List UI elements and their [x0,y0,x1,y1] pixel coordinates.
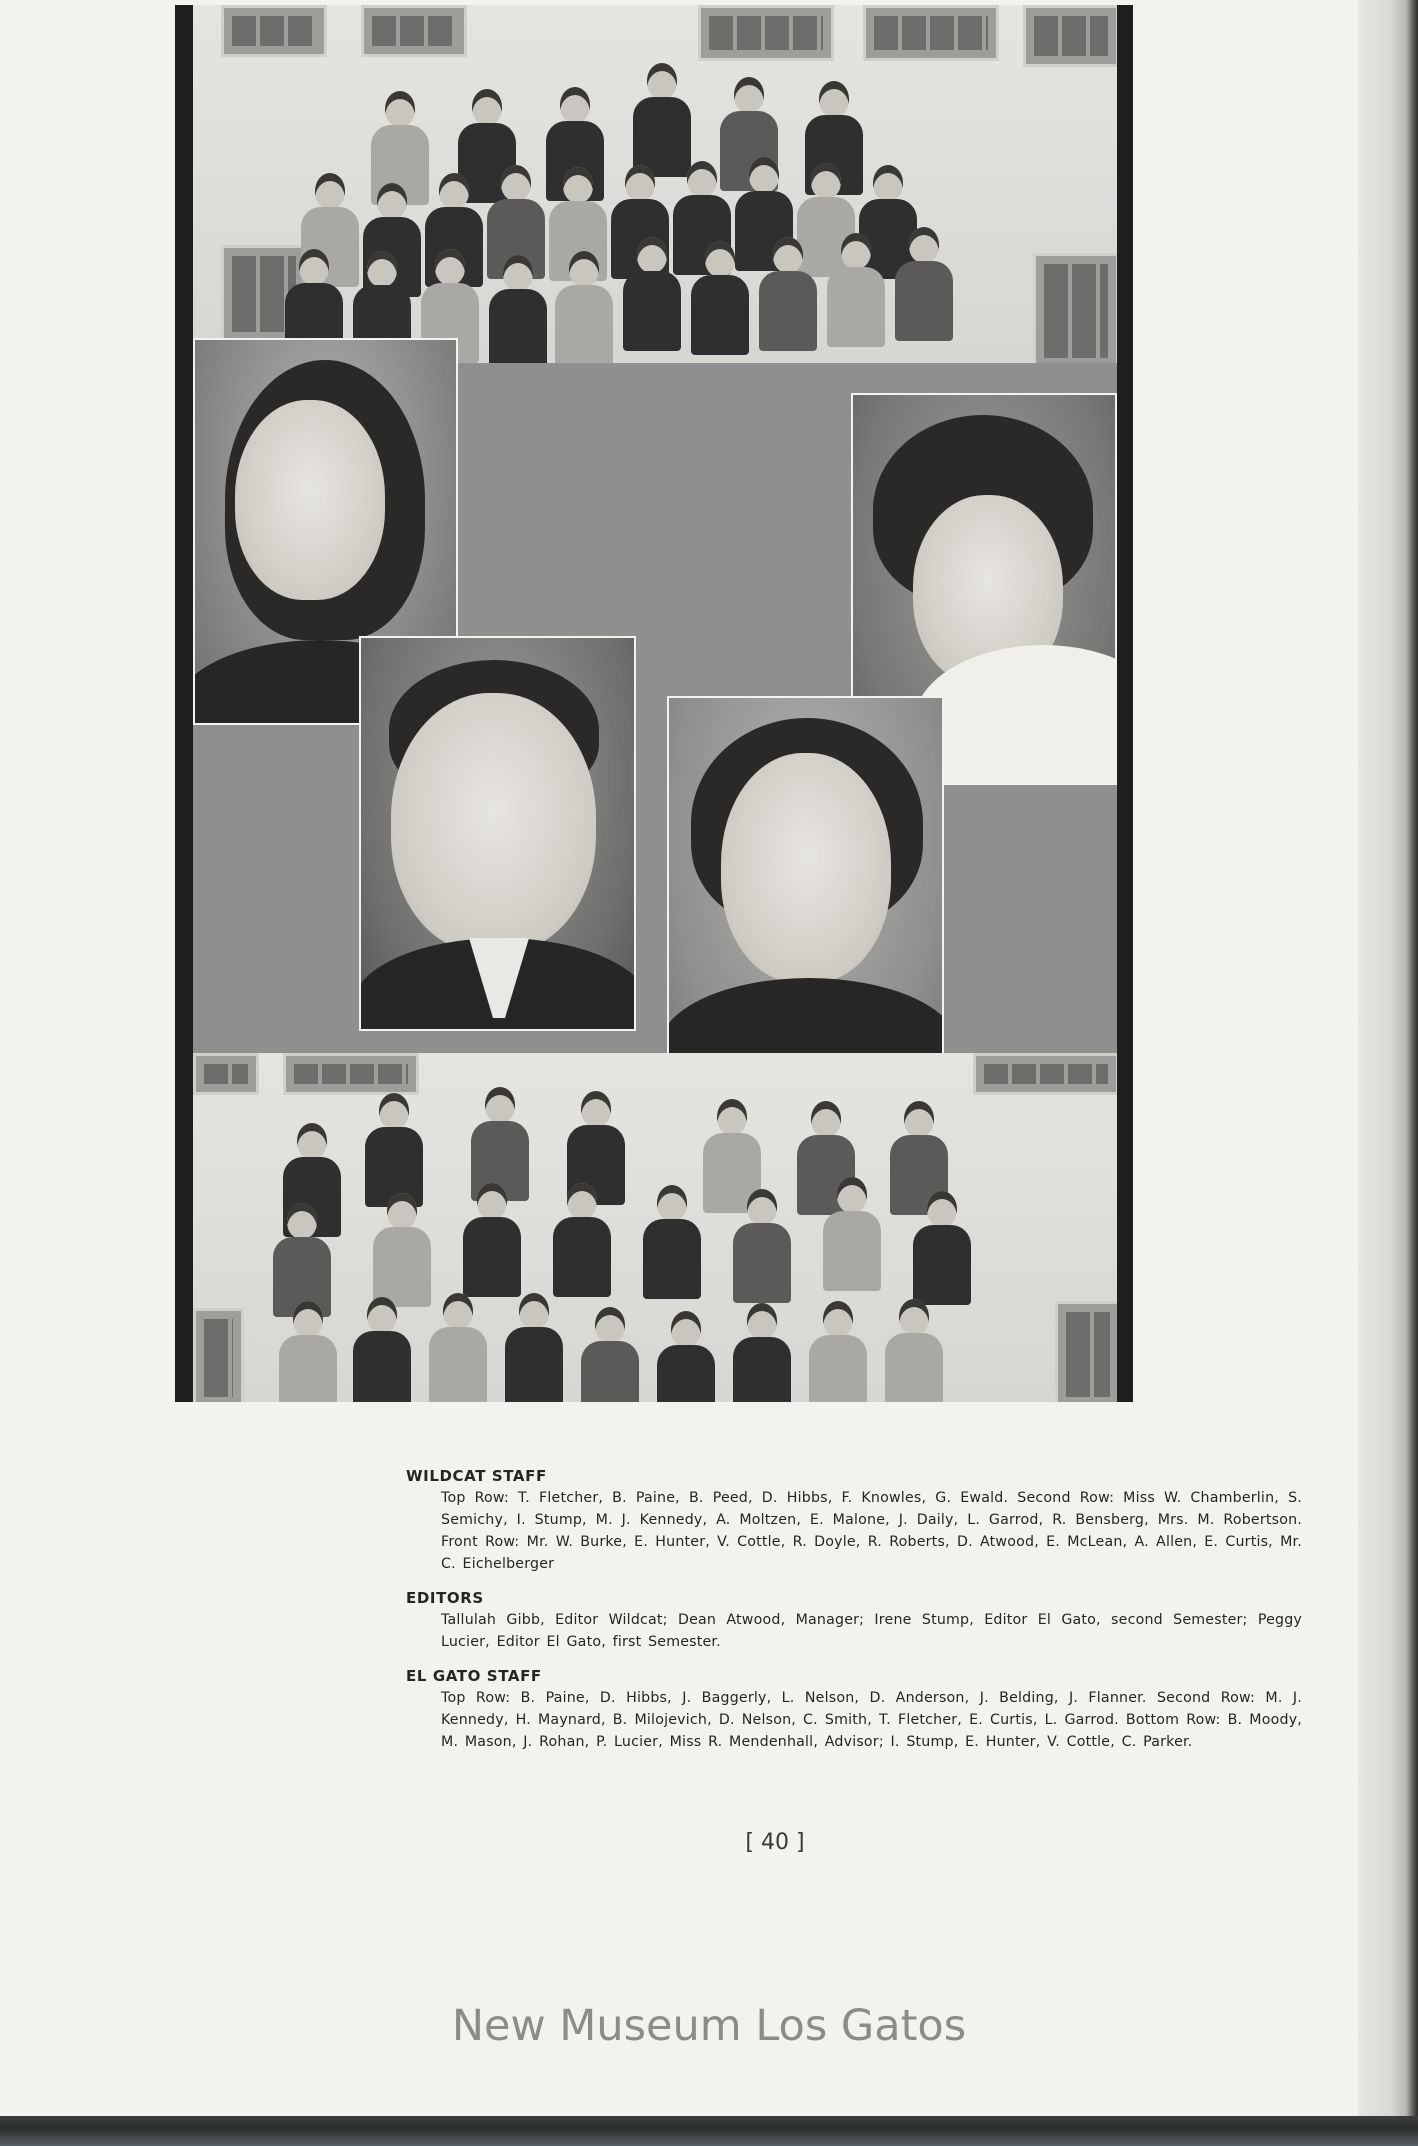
portrait-photo [667,696,944,1089]
page-number: [ 40 ] [745,1830,805,1855]
section-title: EL GATO STAFF [406,1667,542,1685]
section-body: Top Row: T. Fletcher, B. Paine, B. Peed, D. Hibbs, F. Knowles, G. Ewald. Second Row: Miss W. Chamberlin, S. Semichy, I. Stump, M. J. Kennedy, A. Moltzen, E. Malone, J. Daily, L. Garrod, R. Bensberg, Mrs. M. Robertson. Front Row: Mr. W. Burke, E. Hunter, V. Cottle, R. Doyle, R. Roberts, D. Atwood, E. McLean, A. Allen, E. Curtis, Mr. C. Eichelberger [441,1490,1302,1572]
window [361,5,467,57]
watermark: New Museum Los Gatos [451,2001,967,2051]
caption-section-editors [406,1587,1302,1653]
caption-section-wildcat-staff [406,1465,1302,1575]
window [283,1053,419,1095]
window [973,1053,1117,1095]
window [1033,253,1117,363]
window [863,5,999,61]
el-gato-staff-group-photo [193,1053,1117,1402]
section-body: Top Row: B. Paine, D. Hibbs, J. Baggerly, L. Nelson, D. Anderson, J. Belding, J. Flanner. Second Row: M. J. Kennedy, H. Maynard, B. Milojevich, D. Nelson, C. Smith, T. Fletcher, E. Curtis, L. Garrod. Bottom Row: B. Moody, M. Mason, J. Rohan, P. Lucier, Miss R. Mendenhall, Advisor; I. Stump, E. Hunter, V. Cottle, C. Parker. [441,1690,1302,1750]
window [221,5,327,57]
section-body: Tallulah Gibb, Editor Wildcat; Dean Atwood, Manager; Irene Stump, Editor El Gato, second Semester; Peggy Lucier, Editor El Gato, first Semester. [441,1612,1302,1650]
page-edge [1358,0,1418,2146]
window [193,1053,259,1095]
section-title: WILDCAT STAFF [406,1467,547,1485]
caption-block [406,1465,1302,1765]
portrait-photo [359,636,636,1031]
window [698,5,834,61]
window [1055,1301,1117,1402]
photo-plate [193,5,1117,1402]
window [193,1308,244,1402]
wildcat-staff-group-photo [193,5,1117,363]
window [1023,5,1117,67]
caption-section-el-gato-staff [406,1665,1302,1753]
section-title: EDITORS [406,1589,484,1607]
book-binding-edge [0,2116,1418,2146]
